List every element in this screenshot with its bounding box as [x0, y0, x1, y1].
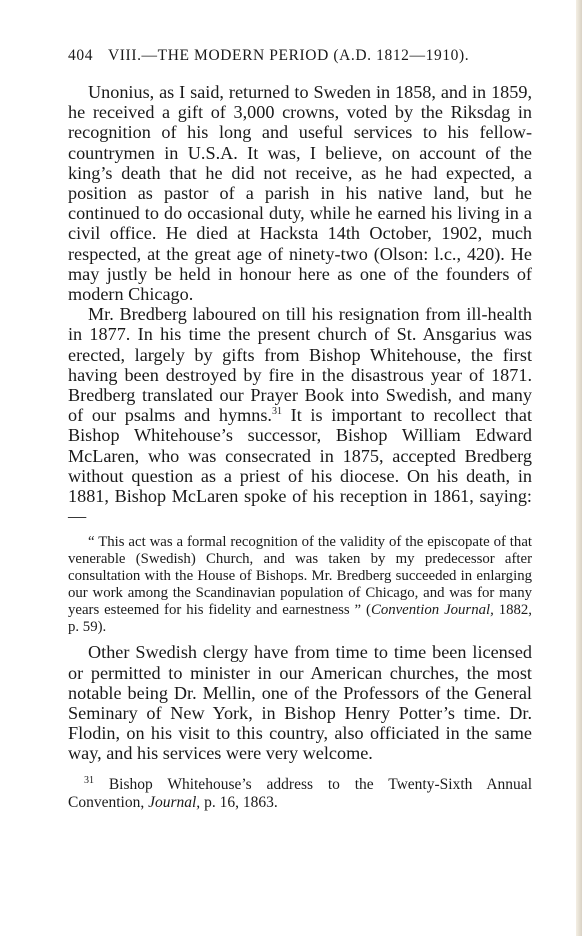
footnote-reference: 31	[271, 406, 282, 418]
page-number: 404	[68, 47, 94, 64]
running-title: VIII.—THE MODERN PERIOD (A.D. 1812—1910).	[108, 47, 470, 64]
page-edge	[576, 0, 582, 936]
footnote-italic: Journal,	[148, 793, 201, 811]
paragraph-other-clergy: Other Swedish clergy have from time to time been licensed or permitted to minister in our American churches, the most notable being Dr. Mellin, one of the Professors of the General Seminary of New York, in Bishop Henry Potter’s time. Dr. Flodin, on his visit to this country, also officiated in the same way, and his services were very welcome.	[68, 642, 532, 764]
body-text	[68, 82, 532, 764]
footnote-text: Bishop Whitehouse’s address to the Twenty-Sixth Annual Convention,	[68, 775, 532, 811]
quote-source-italic: Convention Journal,	[370, 602, 494, 619]
paragraph-bredberg-continued: It is important to recollect that Bishop Whitehouse’s successor, Bishop William Edward McLaren, who was consecrated in 1875, accepted Bredberg without question as a priest of his diocese. On his death, in 1881, Bishop McLaren spoke of his reception in 1861, saying:—	[68, 405, 533, 527]
paragraph-bredberg-text: Mr. Bredberg laboured on till his resignation from ill-health in 1877. In his time the present church of St. Ansgarius was erected, largely by gifts from Bishop Whitehouse, the first having been destroyed by fire in the disastrous year of 1871. Bredberg translated our Prayer Book into Swedish, and many of our psalms and hymns.	[68, 304, 532, 426]
paragraph-bredberg	[68, 304, 532, 526]
paragraph-unonius: Unonius, as I said, returned to Sweden in 1858, and in 1859, he received a gift of 3,000 crowns, voted by the Riksdag in recognition of his long and useful services to his fellow-countrymen in U.S.A. It was, I believe, on account of the king’s death that he did not receive, as he had expected, a position as pastor of a parish in his native land, but he continued to do occasional duty, while he earned his living in a civil office. He died at Hacksta 14th October, 1902, much respected, at the great age of ninety-two (Olson: l.c., 420). He may justly be held in honour here as one of the founders of modern Chicago.	[68, 82, 532, 305]
running-header	[68, 47, 532, 69]
quote-text: “ This act was a formal recognition of the validity of the episcopate of that venerable (Swedish) Church, and was taken by my predecessor after consultation with the House of Bishops. Mr. Bredberg succeeded in enlarging our work among the Scandinavian population of Chicago, and was for many years esteemed for his fidelity and earnestness ” (	[68, 534, 532, 619]
footnote-tail: p. 16, 1863.	[200, 793, 278, 811]
quote-tail: 1882, p. 59).	[68, 602, 533, 636]
block-quote	[68, 534, 532, 636]
footnote	[68, 776, 532, 812]
book-page	[68, 47, 532, 812]
footnote-marker: 31	[84, 774, 94, 786]
